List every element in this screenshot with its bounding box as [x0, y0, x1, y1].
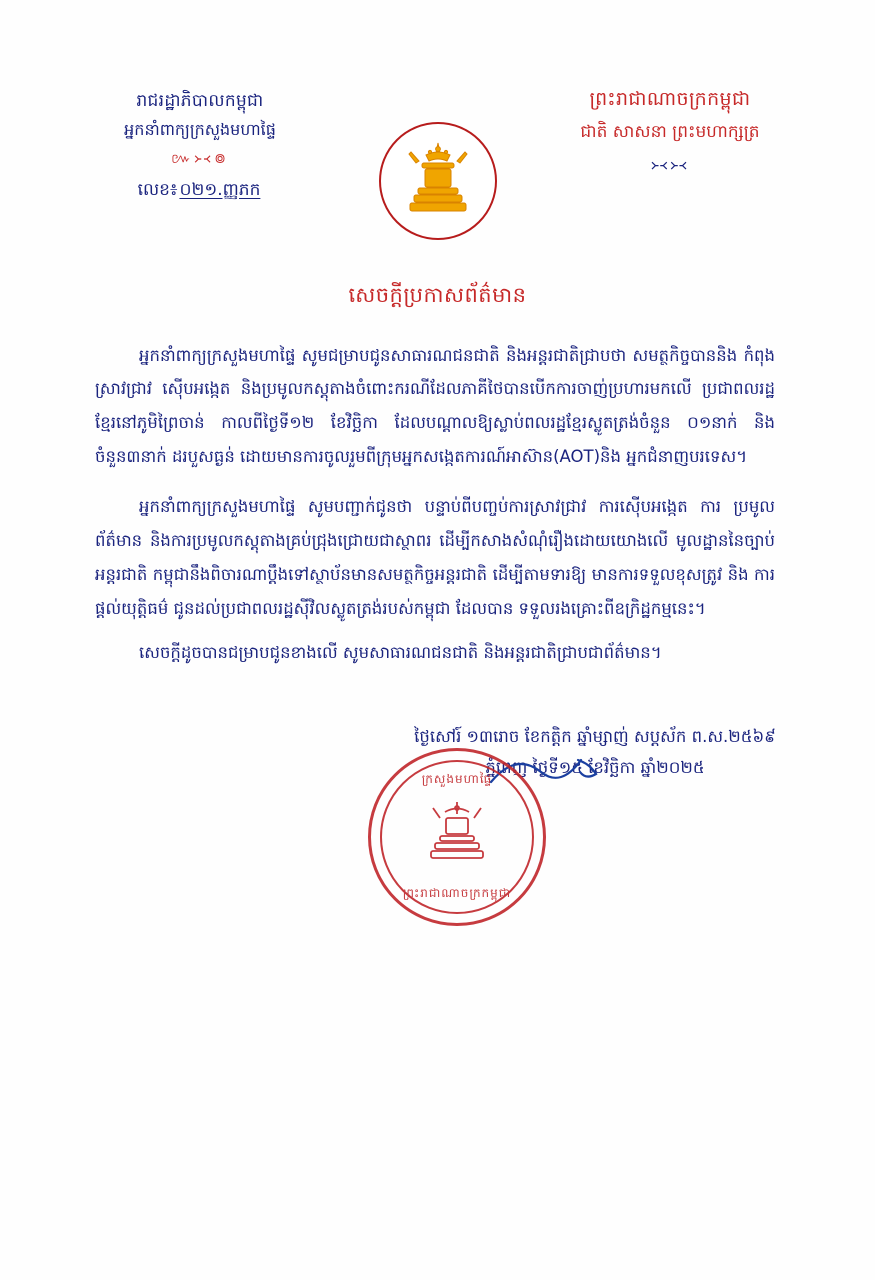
- reference-line: [60, 177, 340, 203]
- ministry-spokesperson-label: អ្នកនាំពាក្យក្រសួងមហាផ្ទៃ: [124, 120, 276, 140]
- seal-arc-top: ក្រសួងមហាផ្ទៃ: [421, 772, 493, 786]
- kingdom-title: ព្រះរាជាណាចក្រកម្ពុជា: [589, 88, 751, 110]
- national-motto: ជាតិ សាសនា ព្រះមហាក្សត្រ: [580, 122, 760, 143]
- header-left-divider: ៚᚛᚜៙: [171, 151, 229, 168]
- reference-label: លេខ៖: [137, 179, 178, 200]
- official-seal: [368, 748, 546, 926]
- header-left-block: [60, 88, 340, 203]
- seal-center: [371, 796, 543, 878]
- paragraph-3-text: សេចក្ដីដូចបានជម្រាបជូនខាងលើ សូមសាធារណជនជាតិ និងអន្តរជាតិជ្រាបជាព័ត៌មាន។: [139, 642, 662, 662]
- paragraph-1: [95, 339, 775, 474]
- paragraph-2-text: អ្នកនាំពាក្យក្រសួងមហាផ្ទៃ សូមបញ្ជាក់ជូនថា បន្ទាប់ពីបញ្ចប់ការស្រាវជ្រាវ ការស៊ើបអង្កេត ការ ប្រមូលព័ត៌មាន និងការប្រមូលកស្តុតាងគ្រប់ជ្រុងជ្រោយជាស្ថាពរ ដើម្បីកសាងសំណុំរឿងដោយយោងលើ មូលដ្ឋាននៃច្បាប់អន្តរជាតិ កម្ពុជានឹងពិចារណាប្ដឹងទៅស្ថាប័នមានសមត្ថកិច្ចអន្តរជាតិ ដើម្បីតាមទារឱ្យ មានការទទួលខុសត្រូវ និង ការផ្ដល់យុត្តិធម៌ ជូនដល់ប្រជាពលរដ្ឋស៊ីវិលស្លូតត្រង់របស់កម្ពុជា ដែលបាន ទទួលរងគ្រោះពីឧក្រិដ្ឋកម្មនេះ។: [95, 497, 775, 618]
- government-name: រាជរដ្ឋាភិបាលកម្ពុជា: [136, 91, 264, 111]
- paragraph-2: [95, 490, 775, 625]
- royal-emblem-icon: [379, 122, 497, 240]
- seal-arc-bottom: ព្រះរាជាណាចក្រកម្ពុជា: [402, 886, 512, 900]
- paragraph-3: [95, 636, 775, 670]
- paragraph-1-text: អ្នកនាំពាក្យក្រសួងមហាផ្ទៃ សូមជម្រាបជូនសាធារណជនជាតិ និងអន្តរជាតិជ្រាបថា សមត្ថកិច្ចបាននិង កំពុងស្រាវជ្រាវ ស៊ើបអង្កេត និងប្រមូលកស្តុតាងចំពោះករណីដែលភាគីថៃបានបើកការចាញ់ប្រហារមកលើ ប្រជាពលរដ្ឋខ្មែរនៅភូមិព្រៃចាន់ កាលពីថ្ងៃទី១២ ខែវិច្ឆិកា ដែលបណ្ដាលឱ្យស្លាប់ពលរដ្ឋខ្មែរស្លូតត្រង់ចំនួន ០១នាក់ និង ចំនួន៣នាក់ ដរបួសធ្ងន់ ដោយមានការចូលរួមពីក្រុមអ្នកសង្កេតការណ៍អាស៊ាន(AOT)និង អ្នកជំនាញបរទេស។: [95, 345, 775, 466]
- reference-number: ០២១.ញ្ញភក: [179, 179, 261, 200]
- page-title: សេចក្ដីប្រកាសព័ត៌មាន: [348, 283, 527, 307]
- signature-date-gregorian: ភ្នំពេញ ថ្ងៃទី១៥ ខែវិច្ឆិកា ឆ្នាំ២០២៥: [485, 757, 705, 777]
- signature-date-khmer: ថ្ងៃសៅរ៍ ១៣រោច ខែកត្តិក ឆ្នាំម្សាញ់ សប្ដស័ក ព.ស.២៥៦៩: [414, 727, 776, 746]
- header-right-block: [520, 84, 820, 177]
- header-right-divider: ᚛᚜᚛᚜: [650, 155, 690, 174]
- document-body: [95, 322, 775, 679]
